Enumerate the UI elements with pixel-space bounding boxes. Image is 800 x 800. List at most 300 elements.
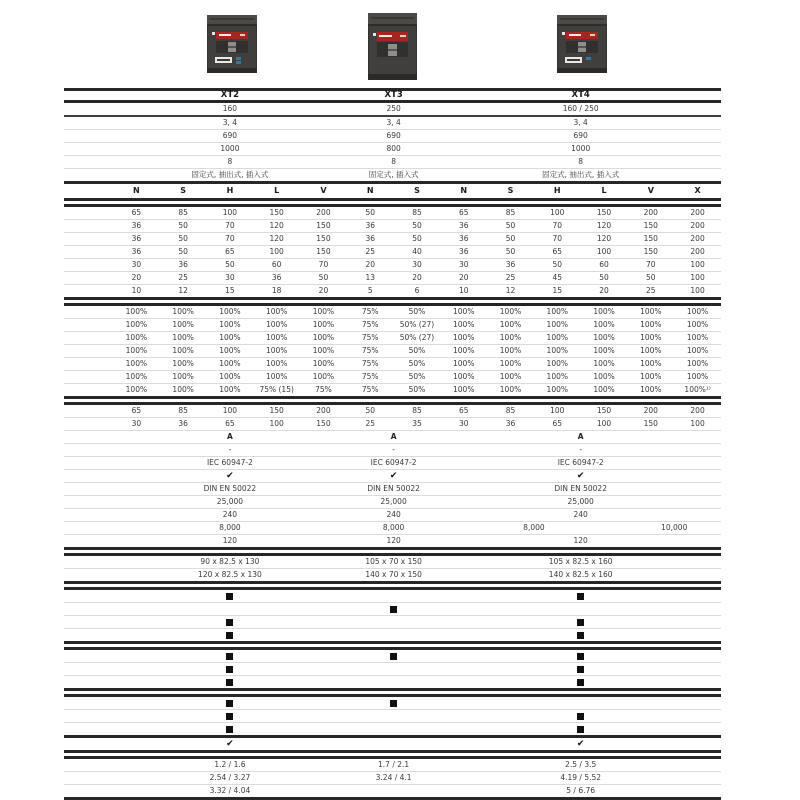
table-cell: 85: [505, 406, 516, 416]
table-cell: 65: [225, 247, 235, 257]
feature-square-icon: [226, 700, 233, 707]
table-cell: 100%: [686, 307, 709, 317]
table-row: [64, 418, 721, 430]
table-cell: 200: [643, 406, 658, 416]
section-divider-double: [64, 297, 721, 306]
table-cell: 100%: [172, 346, 194, 356]
breaker-toggle-recess: [377, 42, 408, 57]
table-cell: 150: [643, 247, 658, 257]
table-cell: 100%: [593, 333, 615, 343]
feature-cell: [347, 700, 441, 707]
table-cell: 100%: [219, 359, 241, 369]
table-cell: 36: [271, 273, 282, 283]
table-row: [64, 616, 721, 628]
table-cell: 100: [690, 419, 705, 429]
table-row: [64, 590, 721, 602]
table-cell: 36: [458, 247, 469, 257]
breaker-top-cap: [368, 13, 417, 26]
table-cell: 8,000: [219, 523, 241, 533]
rating-column-header: L: [274, 186, 280, 195]
table-cell: 50%: [408, 372, 426, 382]
table-cell: 100%: [546, 320, 568, 330]
table-cell: 100%: [546, 385, 568, 395]
feature-square-icon: [577, 653, 584, 660]
table-cell: 100%: [640, 359, 662, 369]
breaker-toggle-handle: [578, 42, 586, 53]
checkmark-icon: ✔: [389, 470, 398, 481]
table-cell: 50: [505, 247, 516, 257]
table-cell: 85: [412, 208, 422, 218]
table-cell: 100%: [219, 307, 241, 317]
table-cell: 50%: [408, 359, 426, 369]
table-cell: 120: [573, 536, 588, 546]
table-cell: 65: [131, 208, 142, 218]
table-cell: -: [579, 445, 583, 455]
table-cell: 100%: [219, 346, 241, 356]
table-cell: 36: [131, 247, 142, 257]
table-cell: 100%: [499, 333, 522, 343]
table-row: [64, 723, 721, 735]
breaker-toggle-recess: [216, 41, 248, 54]
rating-column-header: H: [553, 186, 561, 195]
table-cell: 25,000: [380, 497, 407, 507]
table-cell: 100%: [265, 346, 288, 356]
table-cell: 70: [646, 260, 656, 270]
table-cell: 100%: [499, 320, 522, 330]
table-cell: 100%: [593, 359, 615, 369]
product-name-xt4: XT4: [571, 90, 590, 101]
feature-cell: [440, 619, 721, 626]
table-cell: 100%: [265, 320, 288, 330]
table-cell: 75%: [361, 385, 379, 395]
feature-square-icon: [226, 619, 233, 626]
table-cell: 100%: [640, 372, 662, 382]
table-row: [64, 759, 721, 771]
table-cell: 65: [552, 419, 563, 429]
table-cell: 36: [178, 260, 188, 270]
table-row: [64, 272, 721, 284]
table-cell: 100%: [453, 307, 475, 317]
table-cell: 140 x 70 x 150: [365, 570, 422, 580]
table-cell: 100%: [172, 359, 194, 369]
table-row: [64, 358, 721, 370]
breaker-blue-marking: [236, 57, 241, 60]
table-row: [64, 444, 721, 456]
table-cell: 105 x 82.5 x 160: [548, 557, 613, 567]
table-cell: 30: [458, 419, 469, 429]
table-cell: 3.32 / 4.04: [209, 786, 251, 796]
table-cell: 70: [552, 234, 563, 244]
table-cell: 36: [365, 221, 375, 231]
table-row: [64, 117, 721, 129]
table-cell: 30: [131, 419, 142, 429]
table-cell: 100%: [125, 372, 148, 382]
table-cell: 100%: [219, 372, 241, 382]
table-cell: 100%: [125, 333, 148, 343]
table-cell: 8: [391, 157, 396, 167]
feature-cell: [113, 593, 347, 600]
table-cell: 100: [222, 208, 238, 218]
rating-column-header: N: [133, 186, 140, 195]
breaker-indicator-dot: [373, 33, 376, 36]
feature-cell: [347, 606, 441, 613]
table-cell: 150: [596, 406, 612, 416]
table-cell: 100%: [640, 385, 662, 395]
spec-table: [64, 88, 721, 800]
table-cell: IEC 60947-2: [557, 458, 604, 468]
table-cell: 140 x 82.5 x 160: [548, 570, 613, 580]
table-cell: 150: [316, 419, 331, 429]
table-cell: 75% (15): [259, 385, 294, 395]
table-cell: 25: [505, 273, 516, 283]
table-cell: 30: [412, 260, 422, 270]
table-cell: 100%: [312, 320, 335, 330]
table-cell: 36: [505, 419, 516, 429]
table-cell: 100%: [265, 359, 288, 369]
table-cell: 100%: [172, 320, 194, 330]
table-cell: 120: [222, 536, 238, 546]
table-cell: 100%: [125, 307, 148, 317]
table-row: [64, 285, 721, 297]
table-cell: 5: [367, 286, 373, 296]
table-cell: 100%: [640, 320, 662, 330]
table-cell: 100%: [172, 333, 194, 343]
breaker-red-band: [566, 32, 598, 40]
table-row: [64, 676, 721, 688]
table-cell: 150: [316, 221, 331, 231]
feature-cell: [113, 679, 347, 686]
table-cell: IEC 60947-2: [370, 458, 417, 468]
breaker-rating-label: [215, 57, 232, 63]
table-cell: 25: [365, 419, 375, 429]
table-cell: 100%: [593, 372, 615, 382]
table-cell: DIN EN 50022: [367, 484, 420, 494]
feature-square-icon: [577, 726, 584, 733]
table-cell: 10: [131, 286, 142, 296]
table-cell: 70: [225, 221, 235, 231]
product-name-xt2: XT2: [220, 90, 240, 101]
table-cell: 105 x 70 x 150: [365, 557, 422, 567]
rating-column-header: N: [460, 186, 468, 195]
table-cell: 65: [458, 406, 469, 416]
table-cell: 100%: [546, 372, 568, 382]
breaker-toggle-handle: [228, 42, 236, 53]
table-cell: 30: [225, 273, 235, 283]
checkmark-icon: ✔: [576, 470, 585, 481]
table-cell: 20: [365, 260, 375, 270]
table-cell: 100%: [499, 385, 522, 395]
table-cell: 20: [131, 273, 142, 283]
table-cell: 250: [386, 104, 401, 114]
table-cell: 150: [643, 234, 658, 244]
table-row: [64, 207, 721, 219]
breaker-toggle-handle: [388, 44, 396, 56]
table-cell: A: [390, 432, 397, 442]
rating-column-header: V: [320, 186, 327, 195]
table-cell: 65: [552, 247, 563, 257]
table-cell: 100%: [265, 372, 288, 382]
table-cell: 50: [365, 406, 375, 416]
table-cell: 100%: [593, 346, 615, 356]
table-cell: 2.54 / 3.27: [209, 773, 251, 783]
table-cell: 100%: [453, 385, 475, 395]
feature-square-icon: [577, 593, 584, 600]
table-cell: 8: [227, 157, 233, 167]
table-cell: 36: [178, 419, 188, 429]
feature-square-icon: [577, 713, 584, 720]
feature-cell: [347, 653, 441, 660]
product-photo-xt4: [557, 15, 607, 73]
table-cell: A: [227, 432, 233, 442]
table-cell: 100%: [640, 333, 662, 343]
table-cell: 8: [578, 157, 584, 167]
feature-cell: [440, 679, 721, 686]
table-cell: 100%: [499, 372, 522, 382]
table-cell: 150: [316, 234, 331, 244]
table-cell: 150: [643, 221, 658, 231]
rating-column-header: X: [694, 186, 701, 195]
checkmark-icon: ✔: [576, 738, 585, 749]
table-cell: 3, 4: [222, 118, 238, 128]
product-photo-xt2: [207, 15, 257, 73]
table-row: [64, 143, 721, 155]
table-row: [64, 738, 721, 750]
table-cell: 100%: [593, 320, 615, 330]
table-cell: 1000: [571, 144, 591, 154]
table-cell: 100%: [686, 346, 709, 356]
breaker-top-cap: [207, 15, 257, 26]
rating-column-header: L: [601, 186, 607, 195]
table-cell: 85: [412, 406, 422, 416]
feature-square-icon: [226, 679, 233, 686]
table-cell: 5 / 6.76: [566, 786, 596, 796]
product-photo-xt3: [368, 13, 417, 80]
feature-cell: [113, 713, 347, 720]
feature-square-icon: [577, 679, 584, 686]
table-cell: 100%: [125, 359, 148, 369]
table-cell: 100%: [219, 333, 241, 343]
table-cell: 120 x 82.5 x 130: [198, 570, 262, 580]
table-cell: 100: [550, 208, 565, 218]
table-cell: 200: [690, 234, 705, 244]
table-cell: 200: [690, 406, 705, 416]
table-cell: 100%: [265, 307, 288, 317]
feature-cell: [113, 619, 347, 626]
table-cell: 100%: [546, 307, 568, 317]
table-cell: 25,000: [567, 497, 594, 507]
feature-cell: [113, 653, 347, 660]
table-cell: 70: [318, 260, 329, 270]
table-cell: 50% (27): [399, 333, 435, 343]
table-cell: 100%: [453, 346, 475, 356]
table-cell: 150: [269, 406, 284, 416]
table-cell: 36: [458, 221, 469, 231]
table-row: [64, 384, 721, 396]
table-row: [64, 483, 721, 495]
table-cell: 100%: [265, 333, 288, 343]
table-cell: 240: [222, 510, 238, 520]
table-cell: DIN EN 50022: [203, 484, 257, 494]
feature-cell: [113, 700, 347, 707]
table-cell: 90 x 82.5 x 130: [200, 557, 260, 567]
feature-square-icon: [226, 726, 233, 733]
table-cell: 4.19 / 5.52: [560, 773, 602, 783]
table-cell: 固定式, 抽出式, 插入式: [191, 170, 269, 180]
table-cell: 100: [690, 286, 705, 296]
table-cell: 65: [458, 208, 469, 218]
table-cell: 75%: [315, 385, 332, 395]
table-row: [64, 332, 721, 344]
table-cell: 100%: [686, 333, 709, 343]
table-cell: DIN EN 50022: [554, 484, 607, 494]
feature-cell: [440, 713, 721, 720]
table-row: [64, 457, 721, 469]
table-row: [64, 710, 721, 722]
table-cell: 50: [178, 247, 188, 257]
table-cell: 160 / 250: [562, 104, 599, 114]
table-cell: 100%: [312, 333, 335, 343]
table-cell: 150: [316, 247, 331, 257]
table-cell: 100%: [499, 346, 522, 356]
table-row: [64, 569, 721, 581]
section-divider-double: [64, 641, 721, 650]
table-cell: 100%: [453, 359, 475, 369]
table-row: [64, 496, 721, 508]
table-cell: 20: [599, 286, 609, 296]
rating-column-header: N: [366, 186, 374, 195]
table-cell: 100%: [219, 385, 241, 395]
breaker-base: [207, 68, 257, 73]
table-cell: 240: [386, 510, 401, 520]
table-cell: 固定式, 插入式: [368, 170, 419, 180]
table-cell: 100: [269, 247, 284, 257]
feature-square-icon: [226, 593, 233, 600]
table-cell: 85: [178, 406, 188, 416]
table-row: [64, 184, 721, 198]
table-cell: 150: [643, 419, 658, 429]
table-cell: 6: [414, 286, 420, 296]
rating-column-header: V: [647, 186, 654, 195]
table-row: [64, 319, 721, 331]
table-cell: 690: [222, 131, 238, 141]
table-cell: 13: [365, 273, 375, 283]
table-cell: 25: [646, 286, 656, 296]
feature-cell: [440, 666, 721, 673]
table-cell: 100%: [125, 346, 148, 356]
table-cell: 200: [316, 406, 331, 416]
breaker-rating-label: [565, 57, 582, 63]
table-cell: 50: [412, 234, 422, 244]
table-row: [64, 156, 721, 168]
feature-cell: [440, 726, 721, 733]
table-cell: 100%: [640, 307, 662, 317]
table-row: [64, 169, 721, 181]
table-row: [64, 663, 721, 675]
table-cell: 100%: [453, 320, 475, 330]
section-divider-double: [64, 198, 721, 207]
table-cell: 30: [458, 260, 469, 270]
table-cell: 12: [178, 286, 188, 296]
table-cell: 50% (27): [399, 320, 435, 330]
table-cell: A: [577, 432, 584, 442]
table-cell: 100%: [686, 359, 709, 369]
table-cell: 3, 4: [573, 118, 588, 128]
feature-square-icon: [226, 632, 233, 639]
feature-cell: [113, 726, 347, 733]
table-cell: 固定式, 抽出式, 插入式: [542, 170, 620, 180]
table-cell: 12: [505, 286, 516, 296]
table-cell: 75%: [361, 333, 379, 343]
table-cell: 75%: [361, 320, 379, 330]
table-cell: 100%: [686, 372, 709, 382]
table-cell: 100%: [312, 359, 335, 369]
table-cell: 18: [271, 286, 282, 296]
product-name-xt3: XT3: [384, 90, 403, 101]
table-cell: 85: [505, 208, 516, 218]
table-cell: 75%: [361, 307, 379, 317]
section-divider-double: [64, 547, 721, 556]
breaker-indicator-dot: [212, 32, 215, 35]
table-cell: 85: [178, 208, 188, 218]
table-cell: 100%: [453, 372, 475, 382]
feature-square-icon: [226, 713, 233, 720]
table-cell: 100%: [546, 333, 568, 343]
table-cell: 65: [131, 406, 142, 416]
table-cell: 35: [412, 419, 422, 429]
table-row: [64, 306, 721, 318]
table-cell: 100%: [593, 385, 615, 395]
table-cell: 200: [643, 208, 658, 218]
table-cell: 50: [505, 221, 516, 231]
breaker-red-band: [216, 32, 248, 40]
table-cell: 70: [225, 234, 235, 244]
feature-cell: [440, 653, 721, 660]
table-cell: 50: [552, 260, 563, 270]
table-cell: 3, 4: [386, 118, 401, 128]
table-cell: 100%: [640, 346, 662, 356]
table-cell: 15: [225, 286, 235, 296]
table-cell: 100%: [312, 372, 335, 382]
table-cell: IEC 60947-2: [206, 458, 253, 468]
breaker-blue-marking: [586, 57, 591, 60]
table-cell: 70: [552, 221, 563, 231]
table-cell: 25,000: [216, 497, 244, 507]
table-cell: 15: [552, 286, 563, 296]
table-cell: 100: [596, 247, 612, 257]
table-row: [64, 697, 721, 709]
table-cell: 100%: [499, 359, 522, 369]
feature-square-icon: [577, 632, 584, 639]
table-row: [64, 785, 721, 797]
table-cell: 100%¹⁾: [684, 385, 711, 395]
breaker-red-band: [377, 32, 408, 41]
table-cell: -: [228, 445, 232, 455]
table-row: [64, 91, 721, 100]
table-cell: 65: [225, 419, 235, 429]
table-row: [64, 650, 721, 662]
table-cell: 50: [365, 208, 375, 218]
table-cell: 36: [131, 234, 142, 244]
rating-column-header: S: [414, 186, 420, 195]
breaker-top-cap: [557, 15, 607, 26]
table-cell: 100%: [172, 385, 194, 395]
table-row: [64, 556, 721, 568]
table-cell: 25: [365, 247, 375, 257]
table-row: [64, 535, 721, 547]
table-cell: 100: [690, 260, 705, 270]
table-row: [64, 103, 721, 115]
table-cell: 1.7 / 2.1: [378, 760, 410, 770]
